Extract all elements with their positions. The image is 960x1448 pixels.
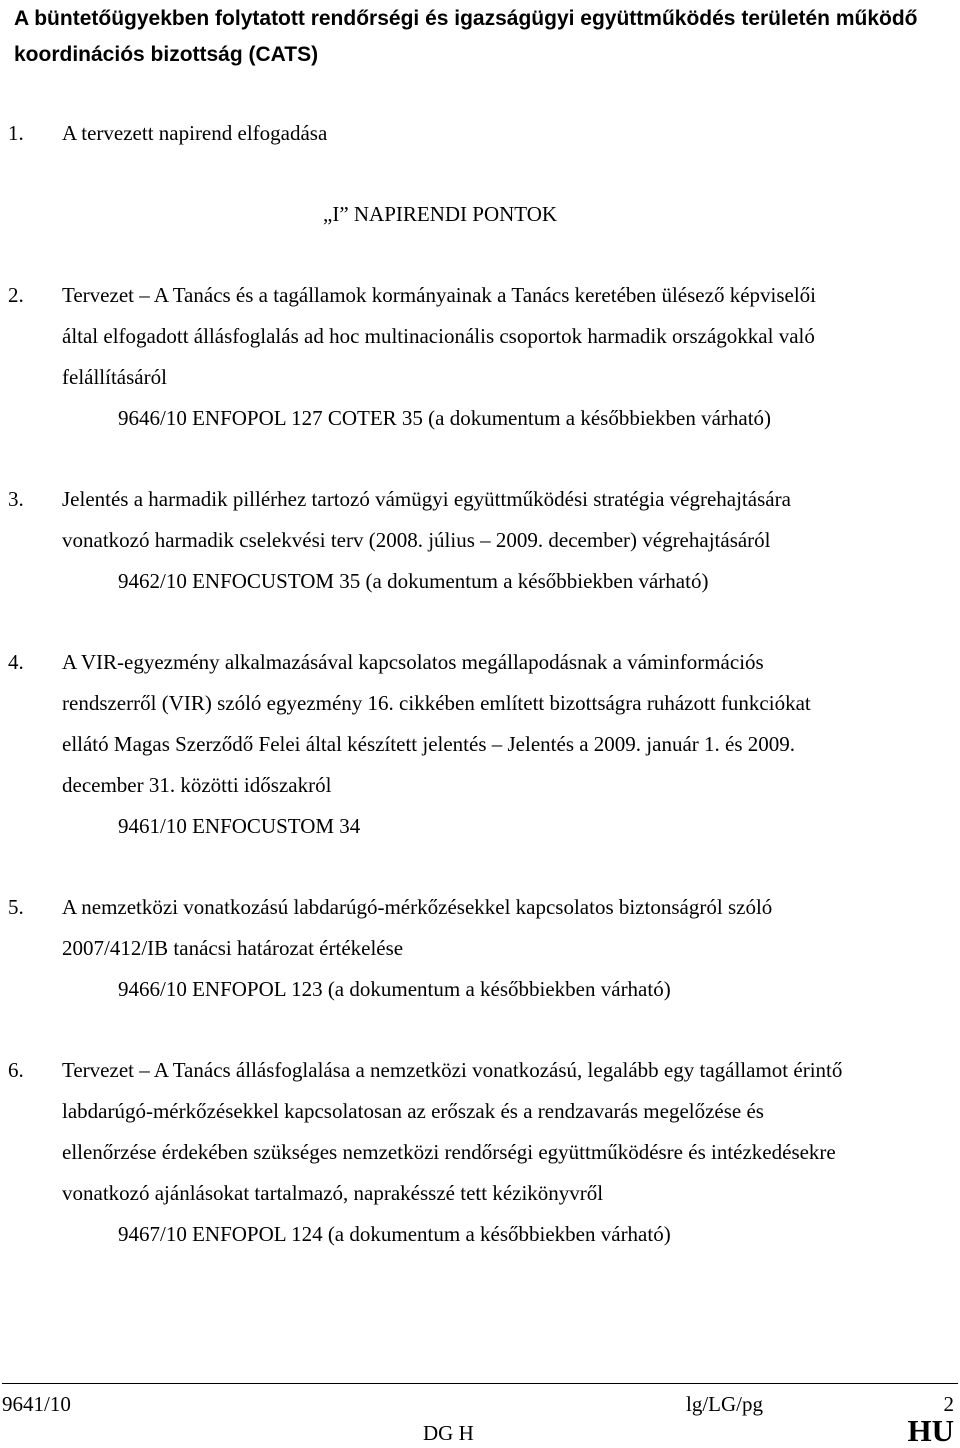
- item-3-line-2: vonatkozó harmadik cselekvési terv (2008. július – 2009. december) végrehajtásáról: [62, 528, 771, 552]
- item-5-number: 5.: [8, 895, 24, 919]
- item-6-document-reference: 9467/10 ENFOPOL 124 (a dokumentum a későbbiekben várható): [118, 1222, 671, 1246]
- item-4-line-2: rendszerről (VIR) szóló egyezmény 16. cikkében említett bizottságra ruházott funkciókat: [62, 691, 811, 715]
- header-title-line-1: A büntetőügyekben folytatott rendőrségi és igazságügyi együttműködés területén működő: [14, 7, 918, 30]
- item-5-document-reference: 9466/10 ENFOPOL 123 (a dokumentum a későbbiekben várható): [118, 977, 671, 1001]
- item-3-line-1: Jelentés a harmadik pillérhez tartozó vámügyi együttműködési stratégia végrehajtására: [62, 487, 791, 511]
- item-4-line-4: december 31. közötti időszakról: [62, 773, 332, 797]
- section-heading: „I” NAPIRENDI PONTOK: [323, 202, 558, 226]
- item-5-line-1: A nemzetközi vonatkozású labdarúgó-mérkőzésekkel kapcsolatos biztonságról szóló: [62, 895, 773, 919]
- footer-document-number: 9641/10: [2, 1392, 71, 1416]
- item-6-number: 6.: [8, 1058, 24, 1082]
- header-title-line-2: koordinációs bizottság (CATS): [14, 43, 319, 66]
- item-5-line-2: 2007/412/IB tanácsi határozat értékelése: [62, 936, 404, 960]
- item-4-line-1: A VIR-egyezmény alkalmazásával kapcsolatos megállapodásnak a váminformációs: [62, 650, 764, 674]
- item-4-document-reference: 9461/10 ENFOCUSTOM 34: [118, 814, 361, 838]
- footer-page-number: 2: [943, 1392, 954, 1416]
- footer-initials: lg/LG/pg: [686, 1392, 763, 1416]
- footer-language-code: HU: [907, 1413, 954, 1448]
- item-2-line-1: Tervezet – A Tanács és a tagállamok kormányainak a Tanács keretében ülésező képviselői: [62, 283, 817, 307]
- item-2-line-2: által elfogadott állásfoglalás ad hoc multinacionális csoportok harmadik országokkal való: [62, 324, 815, 348]
- item-2-number: 2.: [8, 283, 24, 307]
- item-4-line-3: ellátó Magas Szerződő Felei által készített jelentés – Jelentés a 2009. január 1. és 2009.: [62, 732, 796, 756]
- footer-divider: [2, 1383, 958, 1384]
- item-1-number: 1.: [8, 121, 24, 145]
- item-6-line-3: ellenőrzése érdekében szükséges nemzetközi rendőrségi együttműködésre és intézkedésekre: [62, 1140, 836, 1164]
- item-3-number: 3.: [8, 487, 24, 511]
- item-6-line-4: vonatkozó ajánlásokat tartalmazó, naprakésszé tett kézikönyvről: [62, 1181, 604, 1205]
- item-2-document-reference: 9646/10 ENFOPOL 127 COTER 35 (a dokumentum a későbbiekben várható): [118, 406, 772, 430]
- item-6-line-2: labdarúgó-mérkőzésekkel kapcsolatosan az erőszak és a rendzavarás megelőzése és: [62, 1099, 764, 1123]
- item-6-line-1: Tervezet – A Tanács állásfoglalása a nemzetközi vonatkozású, legalább egy tagállamot érintő: [62, 1058, 843, 1082]
- item-4-number: 4.: [8, 650, 24, 674]
- item-3-document-reference: 9462/10 ENFOCUSTOM 35 (a dokumentum a későbbiekben várható): [118, 569, 709, 593]
- item-1-text: A tervezett napirend elfogadása: [62, 121, 328, 145]
- footer-directorate: DG H: [423, 1421, 474, 1445]
- item-2-line-3: felállításáról: [62, 365, 167, 389]
- document-header: [14, 1, 944, 73]
